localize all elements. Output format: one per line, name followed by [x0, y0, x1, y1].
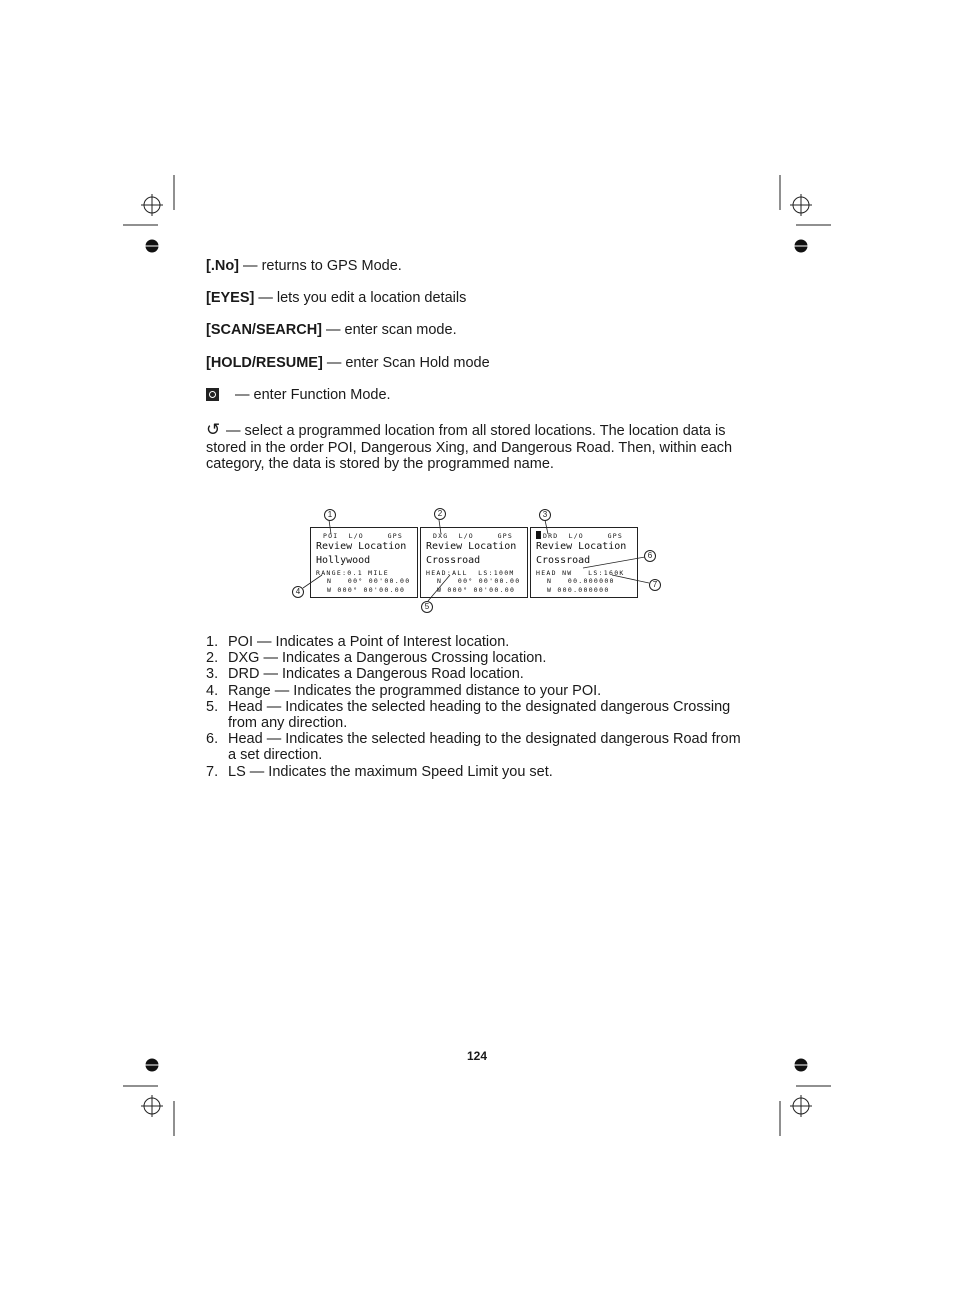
lcd-gps: GPS — [607, 532, 623, 540]
scan-key-label: [SCAN/SEARCH] — [206, 322, 322, 338]
callout-1: 1 — [324, 509, 336, 521]
lcd-line2: Crossroad — [426, 555, 481, 566]
hold-key-desc: — enter Scan Hold mode — [322, 355, 490, 371]
legend-list — [206, 634, 751, 780]
callout-3: 3 — [539, 509, 551, 521]
lcd-gps: GPS — [387, 532, 403, 540]
no-key-label: [.No] — [206, 258, 240, 274]
callout-6: 6 — [644, 550, 656, 562]
lcd-line1: Review Location — [426, 541, 517, 552]
function-key-desc: — enter Function Mode. — [231, 387, 391, 403]
list-item: 1. POI — Indicates a Point of Interest location. — [206, 634, 510, 650]
rotary-dial-icon: ↺ — [206, 420, 221, 439]
lcd-line3: HEAD NW LS:160K — [536, 569, 625, 577]
lcd-mode: POI L/O — [323, 532, 364, 540]
page-number: 124 — [466, 1049, 488, 1063]
lcd-line4: N 00.000000 — [547, 577, 615, 585]
list-item: 7. LS — Indicates the maximum Speed Limit you set. — [206, 763, 553, 780]
scan-key-desc: — enter scan mode. — [322, 322, 457, 338]
list-item: 6. Head — Indicates the selected heading to the designated dangerous Road from a set direction. — [206, 731, 741, 764]
lcd-line1: Review Location — [536, 541, 627, 552]
lcd-line5: W 000° 00'00.00 — [437, 586, 516, 594]
callout-7: 7 — [649, 579, 661, 591]
callout-5: 5 — [421, 601, 433, 613]
select-paragraph-text: — select a programmed location from all stored locations. The location data is stored in the order POI, Dangerous Xing, and Dangerous Road. Then, within each category, the data is stored by the programmed name. — [206, 423, 733, 472]
lcd-line5: W 000.000000 — [547, 586, 610, 594]
yes-key-desc: — lets you edit a location details — [254, 290, 467, 306]
lcd-line3: HEAD:ALL LS:100M — [426, 569, 515, 577]
lcd-line1: Review Location — [316, 541, 407, 552]
lcd-mode: DXG L/O — [433, 532, 474, 540]
lcd-line2: Crossroad — [536, 555, 591, 566]
lcd-mode: DRD L/O — [543, 532, 584, 540]
lcd-gps: GPS — [497, 532, 513, 540]
callout-4: 4 — [292, 586, 304, 598]
callout-2: 2 — [434, 508, 446, 520]
yes-key-label: [EYES] — [206, 290, 255, 306]
lcd-line3: RANGE:0.1 MILE — [316, 569, 389, 577]
list-item: 4. Range — Indicates the programmed distance to your POI. — [206, 682, 602, 699]
no-key-desc: — returns to GPS Mode. — [239, 258, 402, 274]
list-item: 2. DXG — Indicates a Dangerous Crossing location. — [206, 650, 547, 667]
lcd-line2: Hollywood — [316, 555, 371, 566]
lcd-line4: N 00° 00'00.00 — [437, 577, 521, 585]
hold-key-label: [HOLD/RESUME] — [206, 355, 323, 371]
lcd-line4: N 00° 00'00.00 — [327, 577, 411, 585]
list-item: 3. DRD — Indicates a Dangerous Road location. — [206, 666, 524, 683]
list-item: 5. Head — Indicates the selected heading to the designated dangerous Crossing from any direction. — [206, 698, 731, 732]
lcd-line5: W 000° 00'00.00 — [327, 586, 406, 594]
